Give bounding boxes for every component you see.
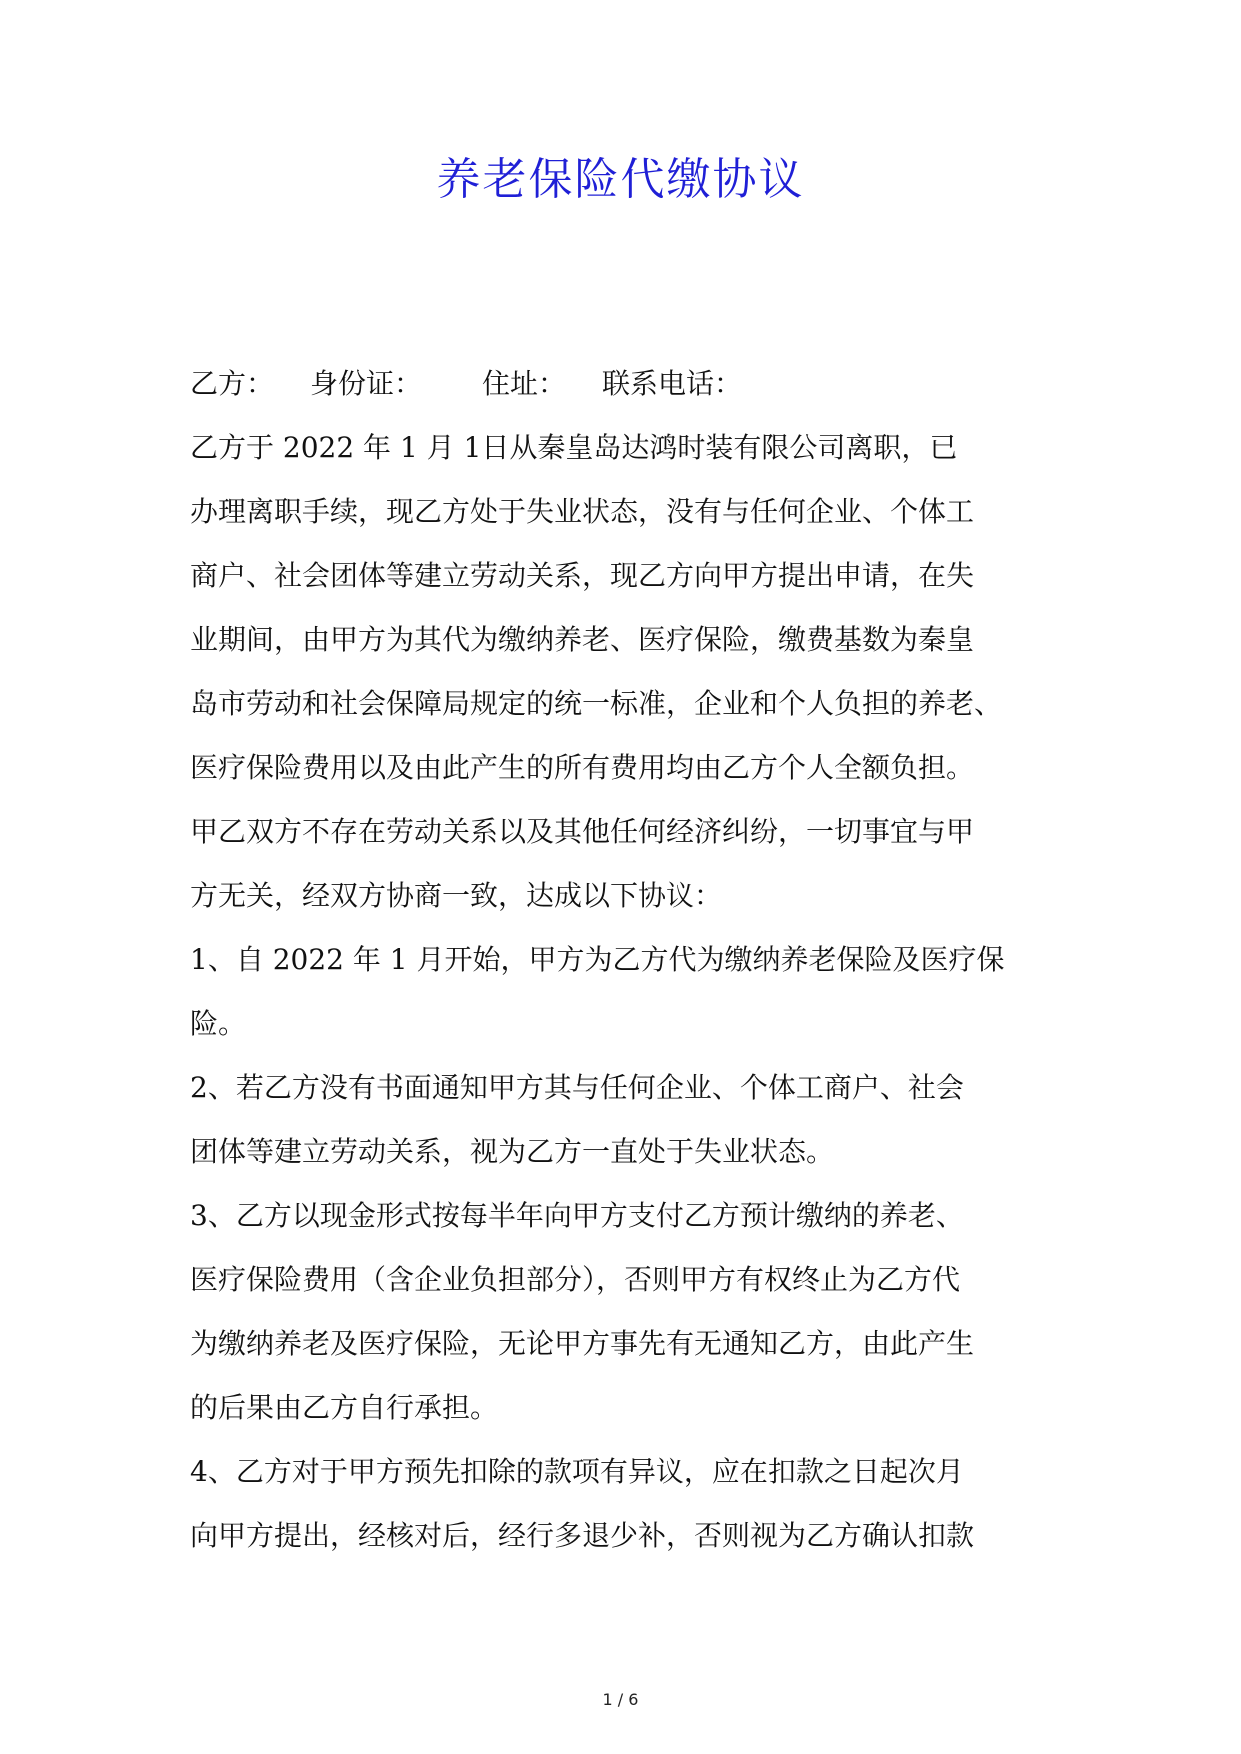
text-line: 乙方于 2022 年 1 月 1日从秦皇岛达鸿时装有限公司离职，已 [190, 431, 958, 464]
clause-3-line: 3、乙方以现金形式按每半年向甲方支付乙方预计缴纳的养老、 [190, 1199, 964, 1232]
text-line: 医疗保险费用以及由此产生的所有费用均由乙方个人全额负担。 [190, 751, 975, 784]
page-number: 1 / 6 [602, 1690, 639, 1709]
clause-3-line: 的后果由乙方自行承担。 [190, 1391, 499, 1424]
clause-3-line: 医疗保险费用（含企业负担部分），否则甲方有权终止为乙方代 [190, 1263, 961, 1296]
clause-1-line: 1、自 2022 年 1 月开始，甲方为乙方代为缴纳养老保险及医疗保 [190, 943, 1005, 976]
document-body [190, 352, 1060, 1568]
text-line: 方无关，经双方协商一致，达成以下协议： [190, 879, 723, 912]
text-line: 甲乙双方不存在劳动关系以及其他任何经济纠纷，一切事宜与甲 [190, 815, 975, 848]
text-line: 商户、社会团体等建立劳动关系，现乙方向甲方提出申请，在失 [190, 559, 975, 592]
clause-4-line: 向甲方提出，经核对后，经行多退少补，否则视为乙方确认扣款 [190, 1519, 975, 1552]
party-label: 乙方： [190, 367, 275, 400]
clause-3-line: 为缴纳养老及医疗保险，无论甲方事先有无通知乙方，由此产生 [190, 1327, 975, 1360]
document-title: 养老保险代缴协议 [436, 154, 805, 205]
clause-2-line: 团体等建立劳动关系，视为乙方一直处于失业状态。 [190, 1135, 835, 1168]
clause-2-line: 2、若乙方没有书面通知甲方其与任何企业、个体工商户、社会 [190, 1071, 964, 1104]
id-card-label: 身份证： [310, 367, 423, 400]
text-line: 业期间，由甲方为其代为缴纳养老、医疗保险，缴费基数为秦皇 [190, 623, 975, 656]
phone-label: 联系电话： [602, 367, 743, 400]
text-line: 岛市劳动和社会保障局规定的统一标准，企业和个人负担的养老、 [190, 687, 1003, 720]
clause-4-line: 4、乙方对于甲方预先扣除的款项有异议，应在扣款之日起次月 [190, 1455, 964, 1488]
text-line: 办理离职手续，现乙方处于失业状态，没有与任何企业、个体工 [190, 495, 975, 528]
clause-1-line: 险。 [190, 1007, 247, 1040]
party-info-line [190, 352, 1060, 416]
address-label: 住址： [482, 367, 567, 400]
